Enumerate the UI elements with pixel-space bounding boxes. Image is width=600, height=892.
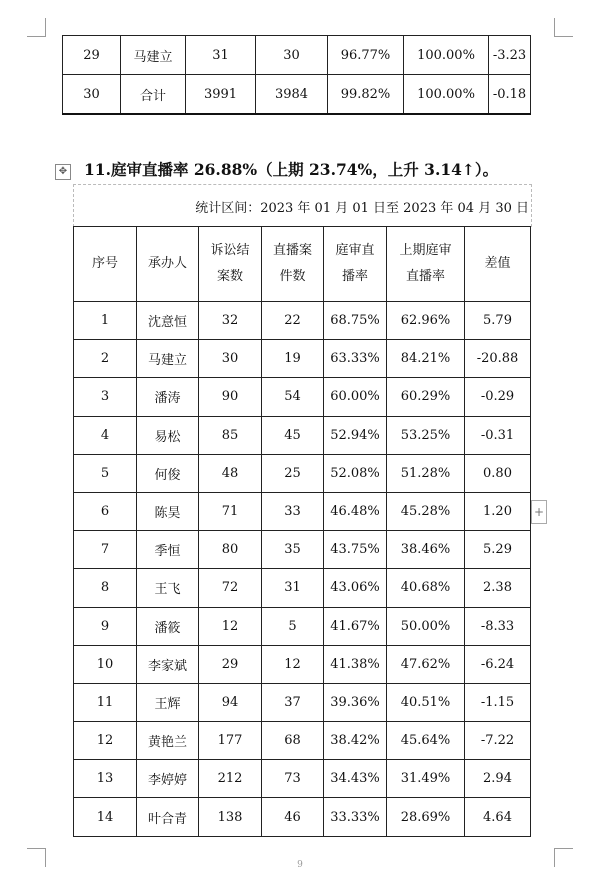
crop-mark-top-left: [27, 18, 46, 37]
table-cell: -7.22: [465, 722, 531, 760]
table-cell: -0.29: [465, 378, 531, 416]
table-cell: 季恒: [137, 531, 199, 569]
crop-mark-top-right: [554, 18, 573, 37]
table-cell: 2: [74, 340, 137, 378]
section-heading: 11.庭审直播率 26.88%（上期 23.74%，上升 3.14↑）。: [84, 160, 499, 179]
table-row: [74, 302, 531, 340]
table-cell: 14: [74, 798, 137, 836]
table-row: [74, 416, 531, 454]
column-header: [74, 227, 137, 302]
table-row: [74, 378, 531, 416]
table-cell: 1: [74, 302, 137, 340]
table-cell: 叶合青: [137, 798, 199, 836]
table-cell: 33: [262, 492, 324, 530]
column-header-line: 差值: [484, 256, 511, 271]
table-cell: 10: [74, 645, 137, 683]
table-cell: 50.00%: [387, 607, 465, 645]
table-cell: 51.28%: [387, 454, 465, 492]
table-cell: 60.29%: [387, 378, 465, 416]
table-cell: 45.64%: [387, 722, 465, 760]
table-row: [74, 492, 531, 530]
table-cell: 28.69%: [387, 798, 465, 836]
table-row: [74, 607, 531, 645]
table-cell: 陈昊: [137, 492, 199, 530]
table-cell: 177: [199, 722, 262, 760]
table-cell: 80: [199, 531, 262, 569]
table-cell: 潘筱: [137, 607, 199, 645]
table-cell: 2.94: [465, 760, 531, 798]
table-cell: 王辉: [137, 683, 199, 721]
table-cell: 易松: [137, 416, 199, 454]
table-cell: 29: [199, 645, 262, 683]
table-cell: 11: [74, 683, 137, 721]
table-cell: 96.77%: [328, 36, 404, 75]
table-row: [74, 340, 531, 378]
table-cell: -20.88: [465, 340, 531, 378]
column-header-line: 直播案: [272, 243, 312, 258]
table-row: [74, 454, 531, 492]
table-cell: 100.00%: [404, 36, 489, 75]
column-header: [199, 227, 262, 302]
table-cell: 5: [74, 454, 137, 492]
table-cell: 34.43%: [324, 760, 387, 798]
table-cell: 7: [74, 531, 137, 569]
table-row: [74, 760, 531, 798]
column-header-line: 序号: [91, 256, 118, 271]
column-header: [324, 227, 387, 302]
table-cell: 85: [199, 416, 262, 454]
table-cell: 84.21%: [387, 340, 465, 378]
table-cell: 94: [199, 683, 262, 721]
table-cell: 73: [262, 760, 324, 798]
column-header-line: 诉讼结: [210, 243, 250, 258]
table-cell: 19: [262, 340, 324, 378]
table-row: [74, 683, 531, 721]
table-row: [74, 798, 531, 836]
table-cell: 3991: [186, 75, 256, 115]
table-cell: 马建立: [121, 36, 186, 75]
column-header: [137, 227, 199, 302]
table-cell: 38.42%: [324, 722, 387, 760]
table-cell: -8.33: [465, 607, 531, 645]
table-cell: 2.38: [465, 569, 531, 607]
table-cell: 31.49%: [387, 760, 465, 798]
table-cell: 47.62%: [387, 645, 465, 683]
table-cell: 71: [199, 492, 262, 530]
table-cell: 5: [262, 607, 324, 645]
table-cell: -6.24: [465, 645, 531, 683]
column-header-line: 庭审直: [335, 243, 375, 258]
table-cell: 46.48%: [324, 492, 387, 530]
table-row: [63, 75, 531, 115]
table-cell: 5.29: [465, 531, 531, 569]
table-cell: 33.33%: [324, 798, 387, 836]
table-cell: 43.75%: [324, 531, 387, 569]
table-cell: 合计: [121, 75, 186, 115]
table-cell: 35: [262, 531, 324, 569]
table-cell: 40.51%: [387, 683, 465, 721]
column-header-line: 上期庭审: [399, 243, 452, 258]
table-cell: -1.15: [465, 683, 531, 721]
table-cell: 45: [262, 416, 324, 454]
table-cell: 马建立: [137, 340, 199, 378]
table-cell: 53.25%: [387, 416, 465, 454]
column-header-line: 件数: [279, 269, 306, 284]
table-cell: 6: [74, 492, 137, 530]
table-cell: 212: [199, 760, 262, 798]
table-cell: 王飞: [137, 569, 199, 607]
column-header: [262, 227, 324, 302]
column-header-line: 播率: [341, 269, 368, 284]
table-cell: 31: [186, 36, 256, 75]
table-cell: 3984: [256, 75, 328, 115]
table-cell: -0.31: [465, 416, 531, 454]
table-cell: 沈意恒: [137, 302, 199, 340]
table-cell: 72: [199, 569, 262, 607]
table-cell: 40.68%: [387, 569, 465, 607]
table-cell: 30: [256, 36, 328, 75]
table-cell: 90: [199, 378, 262, 416]
table-cell: 李家斌: [137, 645, 199, 683]
table-cell: 8: [74, 569, 137, 607]
table-cell: 48: [199, 454, 262, 492]
table-cell: 9: [74, 607, 137, 645]
table-cell: 68.75%: [324, 302, 387, 340]
live-broadcast-rate-table: [73, 226, 531, 837]
table-row: [74, 569, 531, 607]
column-header-line: 承办人: [147, 256, 187, 271]
table-cell: 38.46%: [387, 531, 465, 569]
page-number: 9: [297, 860, 303, 870]
table-cell: 0.80: [465, 454, 531, 492]
table-cell: 60.00%: [324, 378, 387, 416]
table-cell: 138: [199, 798, 262, 836]
table-cell: 3: [74, 378, 137, 416]
table-cell: 54: [262, 378, 324, 416]
table-cell: 52.08%: [324, 454, 387, 492]
table-cell: 45.28%: [387, 492, 465, 530]
plus-icon[interactable]: +: [531, 500, 547, 524]
table-cell: 12: [262, 645, 324, 683]
table-cell: 37: [262, 683, 324, 721]
table-cell: 黄艳兰: [137, 722, 199, 760]
table-cell: 30: [199, 340, 262, 378]
table-cell: 46: [262, 798, 324, 836]
table-cell: 32: [199, 302, 262, 340]
table-cell: 李婷婷: [137, 760, 199, 798]
table-cell: 43.06%: [324, 569, 387, 607]
table-cell: 63.33%: [324, 340, 387, 378]
table-cell: 30: [63, 75, 121, 115]
statistics-range: 统计区间：2023 年 01 月 01 日至 2023 年 04 月 30 日: [195, 201, 529, 216]
column-header-line: 直播率: [405, 269, 445, 284]
table-cell: -0.18: [489, 75, 531, 115]
table-cell: 41.67%: [324, 607, 387, 645]
table-cell: -3.23: [489, 36, 531, 75]
column-header: [387, 227, 465, 302]
table-cell: 潘涛: [137, 378, 199, 416]
table-cell: 41.38%: [324, 645, 387, 683]
table-row: [74, 645, 531, 683]
table-cell: 12: [199, 607, 262, 645]
table-row: [63, 36, 531, 75]
table-cell: 68: [262, 722, 324, 760]
table-row: [74, 722, 531, 760]
table-cell: 1.20: [465, 492, 531, 530]
table-cell: 29: [63, 36, 121, 75]
table-cell: 39.36%: [324, 683, 387, 721]
table-cell: 62.96%: [387, 302, 465, 340]
column-header-line: 案数: [216, 269, 243, 284]
table-cell: 何俊: [137, 454, 199, 492]
table-row: [74, 531, 531, 569]
table-cell: 4: [74, 416, 137, 454]
table-cell: 22: [262, 302, 324, 340]
table-cell: 25: [262, 454, 324, 492]
table-cell: 12: [74, 722, 137, 760]
move-arrows-icon[interactable]: ✥: [55, 164, 71, 180]
table-cell: 52.94%: [324, 416, 387, 454]
previous-table-continuation: [62, 35, 531, 115]
table-cell: 99.82%: [328, 75, 404, 115]
table-cell: 13: [74, 760, 137, 798]
column-header: [465, 227, 531, 302]
table-cell: 31: [262, 569, 324, 607]
table-cell: 5.79: [465, 302, 531, 340]
table-cell: 4.64: [465, 798, 531, 836]
table-cell: 100.00%: [404, 75, 489, 115]
